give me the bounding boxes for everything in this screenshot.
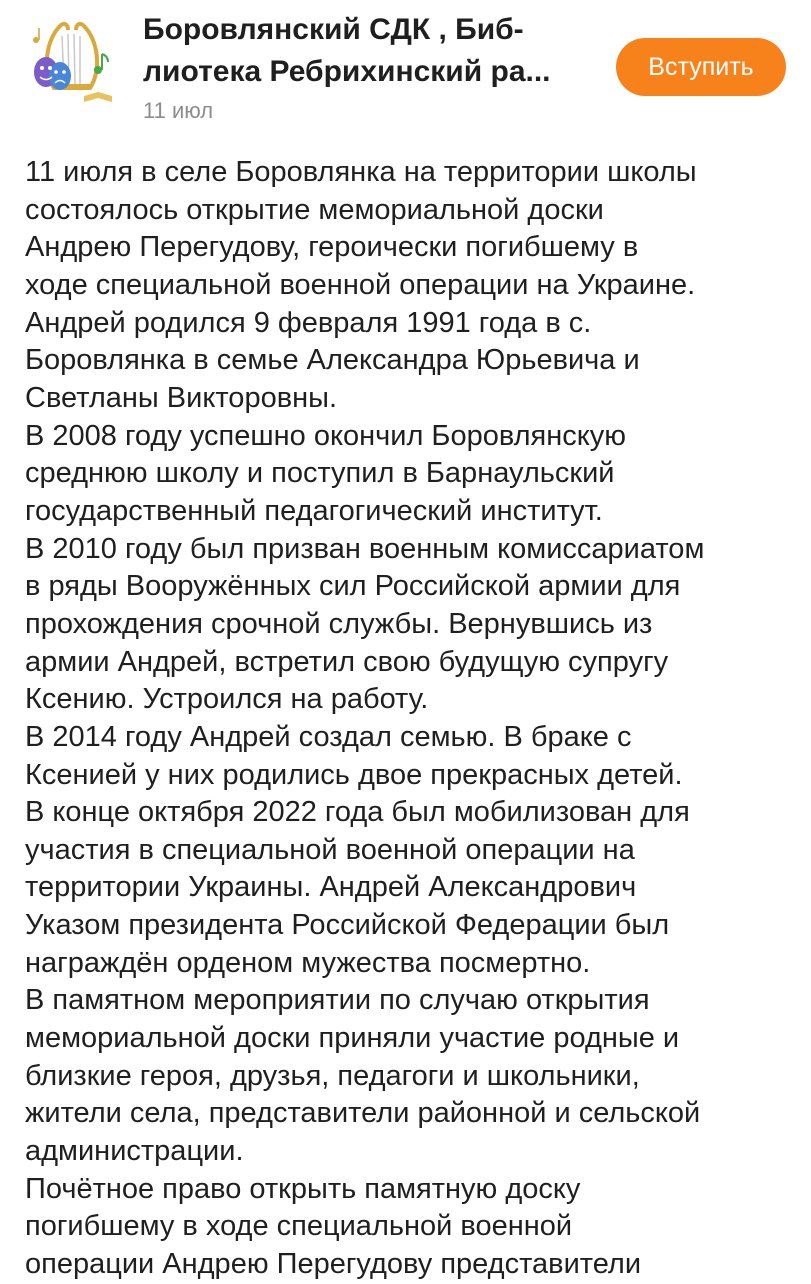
- post-line: близкие героя, друзья, педагоги и школьники,: [25, 1059, 640, 1092]
- group-title-line-2: лиотека Ребрихинский ра...: [143, 55, 551, 88]
- post-line: В конце октября 2022 года был мобилизован для: [25, 796, 690, 829]
- post-line: В 2008 году успешно окончил Боровлянскую: [25, 419, 626, 452]
- post-line: прохождения срочной службы. Вернувшись из: [25, 607, 653, 640]
- join-button[interactable]: Вступить: [616, 38, 786, 96]
- post-text: [25, 154, 795, 1284]
- lyre-music-theatre-logo-icon: [24, 10, 120, 106]
- post-line: В 2014 году Андрей создал семью. В браке с: [25, 720, 632, 753]
- post-line: операции Андрею Перегудову представители: [25, 1248, 642, 1281]
- post-line: 11 июля в селе Боровлянка на территории школы: [25, 156, 697, 188]
- post-line: Андрею Перегудову, героически погибшему в: [25, 231, 639, 264]
- post-line: государственный педагогический институт.: [25, 494, 603, 527]
- post-line: В 2010 году был призван военным комиссариатом: [25, 532, 705, 565]
- post-line: состоялось открытие мемориальной доски: [25, 193, 604, 226]
- post-line: Ксенией у них родились двое прекрасных детей.: [25, 758, 683, 791]
- post-line: Почётное право открыть памятную доску: [25, 1172, 581, 1205]
- post-line: Андрей родился 9 февраля 1991 года в с.: [25, 306, 592, 339]
- post-line: Светланы Викторовны.: [25, 381, 338, 414]
- post-line: Боровлянка в семье Александра Юрьевича и: [25, 344, 640, 377]
- post-line: жители села, представители районной и сельской: [25, 1097, 701, 1130]
- post-line: среднюю школу и поступил в Барнаульский: [25, 457, 615, 490]
- group-title-line-1: Боровлянский СДК , Биб-: [143, 13, 524, 46]
- post-line: в ряды Вооружённых сил Российской армии для: [25, 570, 681, 603]
- post-line: мемориальной доски приняли участие родные и: [25, 1022, 680, 1055]
- post-line: участия в специальной военной операции на: [25, 833, 635, 866]
- group-avatar[interactable]: [24, 10, 120, 106]
- post-date: 11 июл: [143, 98, 214, 123]
- post-line: ходе специальной военной операции на Украине.: [25, 268, 696, 301]
- post-header: [0, 0, 811, 140]
- post-line: погибшему в ходе специальной военной: [25, 1210, 573, 1243]
- post-line: администрации.: [25, 1135, 244, 1168]
- post-line: награждён орденом мужества посмертно.: [25, 946, 591, 979]
- group-title[interactable]: [143, 9, 593, 93]
- post-line: Указом президента Российской Федерации был: [25, 909, 670, 942]
- post-line: армии Андрей, встретил свою будущую супругу: [25, 645, 669, 678]
- post-line: Ксению. Устроился на работу.: [25, 683, 429, 716]
- post-line: территории Украины. Андрей Александрович: [25, 871, 637, 904]
- post-line: В памятном мероприятии по случаю открытия: [25, 984, 650, 1017]
